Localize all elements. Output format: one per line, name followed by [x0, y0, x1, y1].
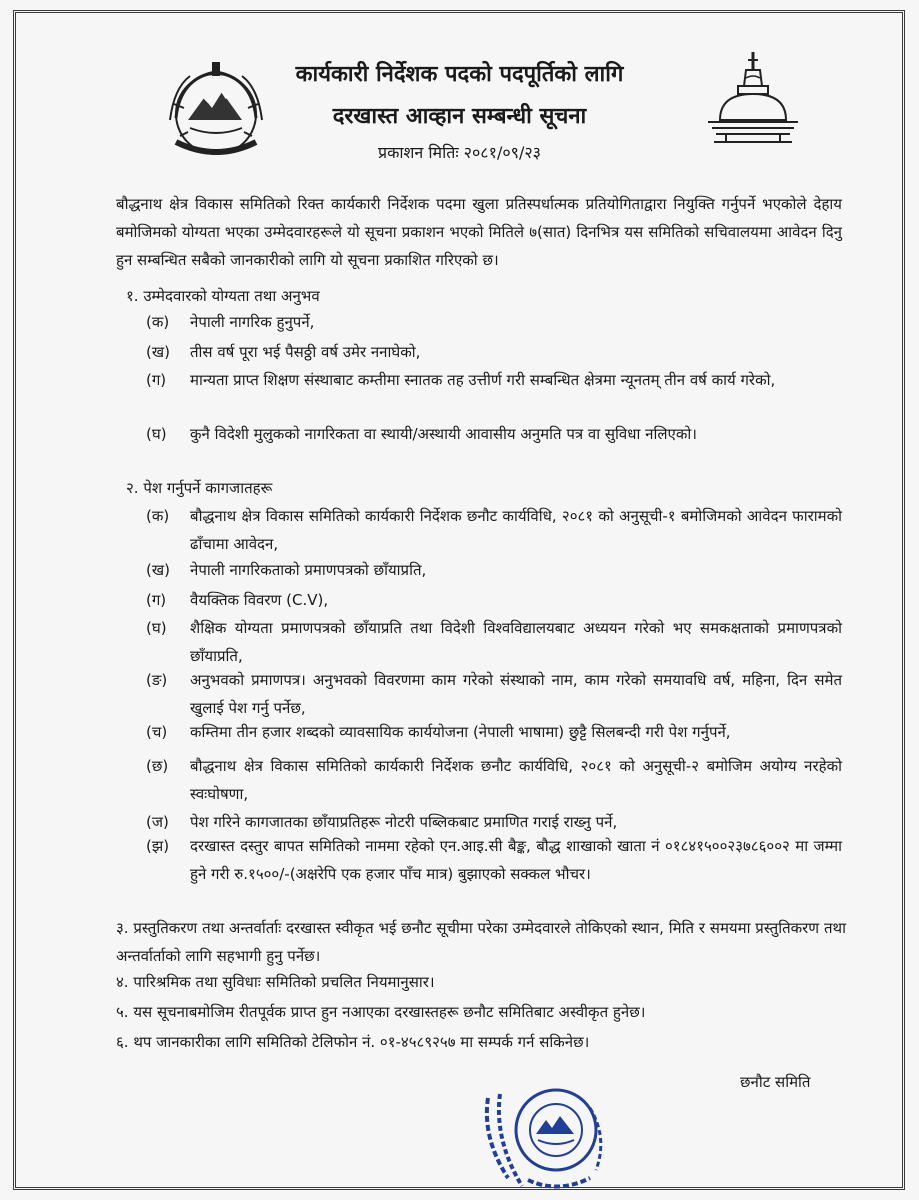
item-text: दरखास्त दस्तुर बापत समितिको नाममा रहेको एन.आइ.सी बैङ्क, बौद्ध शाखाको खाता नं ०१८४१५००२३७८६००२ मा जम्मा हुने गरी रु.१५००/-(अक्षरेपि एक हजार पाँच मात्र) बुझाएको सक्कल भौचर। — [190, 837, 842, 883]
item-text: मान्यता प्राप्त शिक्षण संस्थाबाट कम्तीमा स्नातक तह उत्तीर्ण गरी सम्बन्धित क्षेत्रमा न्यूनतम् तीन वर्ष कार्य गरेको, — [190, 371, 776, 389]
item-label: (ख) — [146, 343, 170, 361]
section-6-paragraph: ६. थप जानकारीका लागि समितिको टेलिफोन नं. ०१-४५८९२५७ मा सम्पर्क गर्न सकिनेछ। — [116, 1033, 590, 1051]
item-label: (ङ) — [146, 671, 168, 689]
publication-date: प्रकाशन मितिः २०८१/०९/२३ — [377, 143, 542, 162]
item-text: तीस वर्ष पूरा भई पैसठ्ठी वर्ष उमेर ननाघेको, — [190, 343, 421, 361]
item-label: (ग) — [146, 591, 167, 609]
item-text: बौद्धनाथ क्षेत्र विकास समितिको कार्यकारी निर्देशक छनौट कार्यविधि, २०८१ को अनुसूची-१ बमोजिमको आवेदन फारामको ढाँचामा आवेदन, — [190, 507, 842, 553]
intro-paragraph: बौद्धनाथ क्षेत्र विकास समितिको रिक्त कार्यकारी निर्देशक पदमा खुला प्रतिस्पर्धात्मक प्रतियोगिताद्वारा नियुक्ति गर्नुपर्ने भएकोले देहाय बमोजिमको योग्यता भएका उम्मेदवारहरूले यो सूचना प्रकाशन भएको मितिले ७(सात) दिनभित्र यस समितिको सचिवालयमा आवेदन दिनु हुन सम्बन्धित सबैको जानकारीको लागि यो सूचना प्रकाशित गरिएको छ। — [116, 195, 842, 269]
official-stamp-icon — [478, 1078, 628, 1198]
item-label: (घ) — [146, 619, 167, 637]
item-label: (छ) — [146, 757, 169, 775]
item-label: (च) — [146, 723, 168, 741]
item-label: (ज) — [146, 813, 169, 831]
item-label: (ग) — [146, 371, 167, 389]
title-line-1: कार्यकारी निर्देशक पदको पदपूर्तिको लागि — [295, 62, 624, 87]
section-2-heading: २. पेश गर्नुपर्ने कागजातहरू — [126, 479, 273, 497]
item-text: नेपाली नागरिकताको प्रमाणपत्रको छाँयाप्रति, — [190, 561, 427, 579]
item-text: नेपाली नागरिक हुनुपर्ने, — [190, 313, 315, 331]
section-1-heading: १. उम्मेदवारको योग्यता तथा अनुभव — [126, 287, 320, 305]
item-text: बौद्धनाथ क्षेत्र विकास समितिको कार्यकारी निर्देशक छनौट कार्यविधि, २०८१ को अनुसूची-२ बमोजिम अयोग्य नरहेको स्वःघोषणा, — [190, 757, 842, 803]
section-5-paragraph: ५. यस सूचनाबमोजिम रीतपूर्वक प्राप्त हुन नआएका दरखास्तहरू छनौट समितिबाट अस्वीकृत हुनेछ। — [116, 1003, 646, 1021]
item-label: (घ) — [146, 425, 167, 443]
item-text: पेश गरिने कागजातका छाँयाप्रतिहरू नोटरी पब्लिकबाट प्रमाणित गराई राख्नु पर्ने, — [190, 813, 618, 831]
item-text: अनुभवको प्रमाणपत्र। अनुभवको विवरणमा काम गरेको संस्थाको नाम, काम गरेको समयावधि वर्ष, महिना, दिन समेत खुलाई पेश गर्नु पर्नेछ, — [190, 671, 842, 717]
item-label: (क) — [146, 313, 170, 331]
item-label: (क) — [146, 507, 170, 525]
section-3-paragraph: ३. प्रस्तुतिकरण तथा अन्तर्वार्ताः दरखास्त स्वीकृत भई छनौट सूचीमा परेका उम्मेदवारले तोकिएको स्थान, मिति र समयमा प्रस्तुतिकरण तथा अन्तर्वार्ताको लागि सहभागी हुनु पर्नेछ। — [116, 919, 846, 965]
item-text: शैक्षिक योग्यता प्रमाणपत्रको छाँयाप्रति तथा विदेशी विश्वविद्यालयबाट अध्ययन गरेको भए समकक्षताको प्रमाणपत्रको छाँयाप्रति, — [190, 619, 842, 665]
item-label: (ख) — [146, 561, 170, 579]
section-4-paragraph: ४. पारिश्रमिक तथा सुविधाः समितिको प्रचलित नियमानुसार। — [116, 973, 435, 991]
item-label: (झ) — [146, 837, 170, 855]
item-text: वैयक्तिक विवरण (C.V), — [190, 591, 329, 609]
signature-committee: छनौट समिति — [740, 1073, 811, 1091]
title-line-2: दरखास्त आव्हान सम्बन्धी सूचना — [332, 104, 587, 129]
item-text: कुनै विदेशी मुलुकको नागरिकता वा स्थायी/अस्थायी आवासीय अनुमति पत्र वा सुविधा नलिएको। — [190, 425, 697, 443]
item-text: कम्तिमा तीन हजार शब्दको व्यावसायिक कार्ययोजना (नेपाली भाषामा) छुट्टै सिलबन्दी गरी पेश गर्नुपर्ने, — [190, 723, 731, 741]
